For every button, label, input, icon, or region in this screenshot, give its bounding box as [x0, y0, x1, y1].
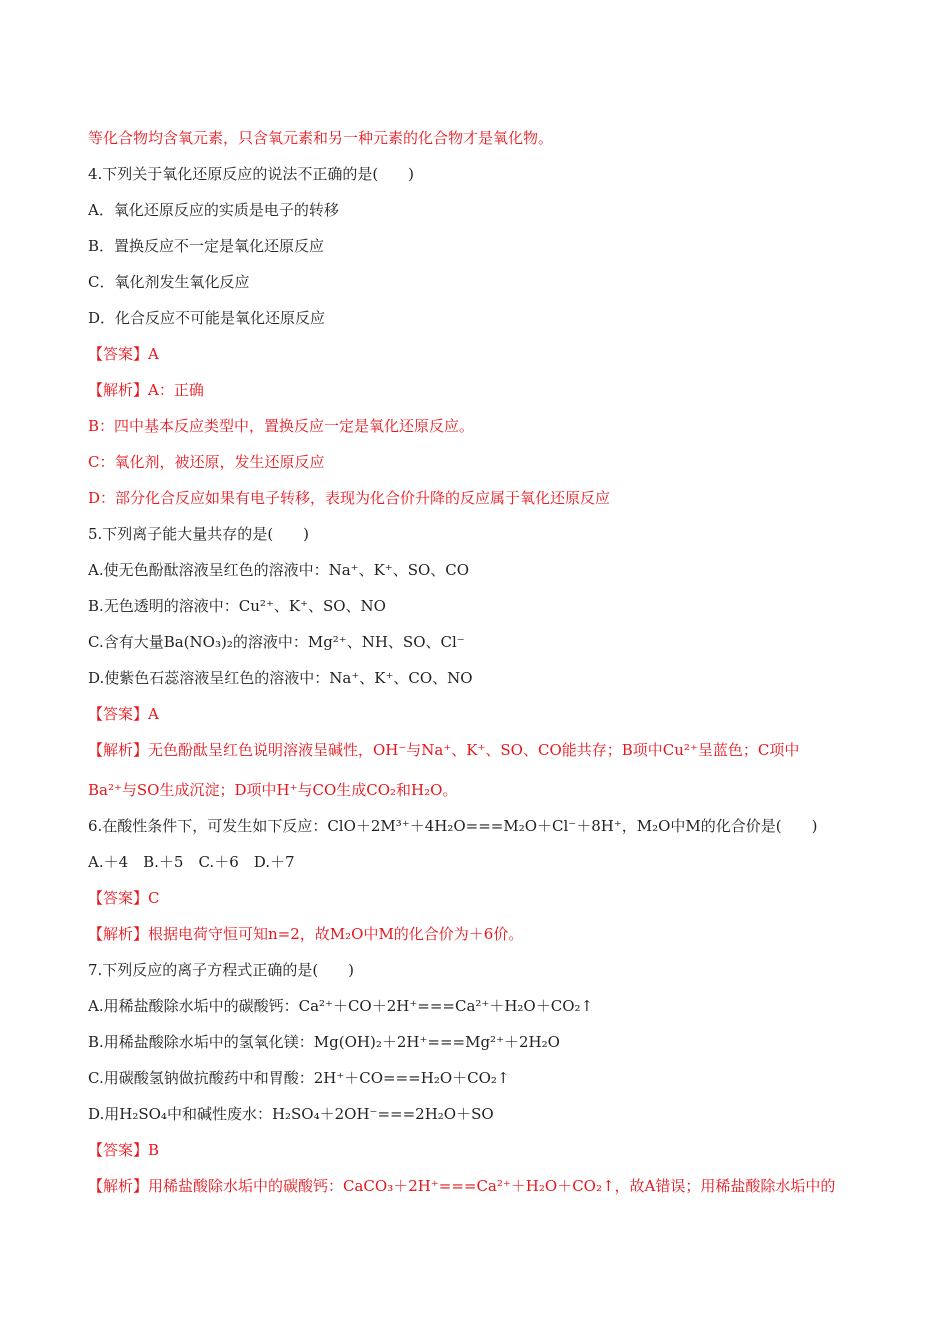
analysis: 【解析】无色酚酞呈红色说明溶液呈碱性，OH⁻与Na⁺、K⁺、SO、CO能共存；B项中Cu²⁺呈蓝色；C项中 — [88, 741, 800, 759]
options: A.＋4 B.＋5 C.＋6 D.＋7 — [88, 853, 295, 871]
analysis: 【解析】用稀盐酸除水垢中的碳酸钙：CaCO₃＋2H⁺===Ca²⁺＋H₂O＋CO₂↑，故A错误；用稀盐酸除水垢中的 — [88, 1177, 836, 1195]
option-a: A.用稀盐酸除水垢中的碳酸钙：Ca²⁺＋CO＋2H⁺===Ca²⁺＋H₂O＋CO₂↑ — [88, 997, 594, 1015]
option-b: B．置换反应不一定是氧化还原反应 — [88, 237, 325, 255]
option-d: D.用H₂SO₄中和碱性废水：H₂SO₄＋2OH⁻===2H₂O＋SO — [88, 1105, 494, 1123]
answer: 【答案】B — [88, 1141, 160, 1159]
question-4: 4.下列关于氧化还原反应的说法不正确的是( ) — [88, 165, 415, 183]
answer: 【答案】A — [88, 345, 159, 363]
option-c: C．氧化剂发生氧化反应 — [88, 273, 250, 291]
analysis: 【解析】A：正确 — [88, 381, 204, 399]
analysis-line: D：部分化合反应如果有电子转移，表现为化合价升降的反应属于氧化还原反应 — [88, 489, 611, 507]
option-c: C.用碳酸氢钠做抗酸药中和胃酸：2H⁺＋CO===H₂O＋CO₂↑ — [88, 1069, 510, 1087]
option-a: A.使无色酚酞溶液呈红色的溶液中：Na⁺、K⁺、SO、CO — [88, 561, 470, 579]
question-6: 6.在酸性条件下，可发生如下反应：ClO＋2M³⁺＋4H₂O===M₂O＋Cl⁻＋8H⁺，M₂O中M的化合价是( ) — [88, 817, 818, 835]
answer: 【答案】A — [88, 705, 159, 723]
question-7: 7.下列反应的离子方程式正确的是( ) — [88, 961, 355, 979]
analysis-line: C：氧化剂，被还原，发生还原反应 — [88, 453, 325, 471]
analysis-line: Ba²⁺与SO生成沉淀；D项中H⁺与CO生成CO₂和H₂O。 — [88, 781, 458, 799]
option-b: B.用稀盐酸除水垢中的氢氧化镁：Mg(OH)₂＋2H⁺===Mg²⁺＋2H₂O — [88, 1033, 560, 1051]
answer: 【答案】C — [88, 889, 160, 907]
analysis-line: B：四中基本反应类型中，置换反应一定是氧化还原反应。 — [88, 417, 475, 435]
option-c: C.含有大量Ba(NO₃)₂的溶液中：Mg²⁺、NH、SO、Cl⁻ — [88, 633, 465, 651]
analysis: 【解析】根据电荷守恒可知n=2，故M₂O中M的化合价为＋6价。 — [88, 925, 524, 943]
option-d: D．化合反应不可能是氧化还原反应 — [88, 309, 326, 327]
option-b: B.无色透明的溶液中：Cu²⁺、K⁺、SO、NO — [88, 597, 386, 615]
option-d: D.使紫色石蕊溶液呈红色的溶液中：Na⁺、K⁺、CO、NO — [88, 669, 473, 687]
question-5: 5.下列离子能大量共存的是( ) — [88, 525, 310, 543]
option-a: A．氧化还原反应的实质是电子的转移 — [88, 201, 339, 219]
text-line: 等化合物均含氧元素，只含氧元素和另一种元素的化合物才是氧化物。 — [88, 129, 554, 147]
